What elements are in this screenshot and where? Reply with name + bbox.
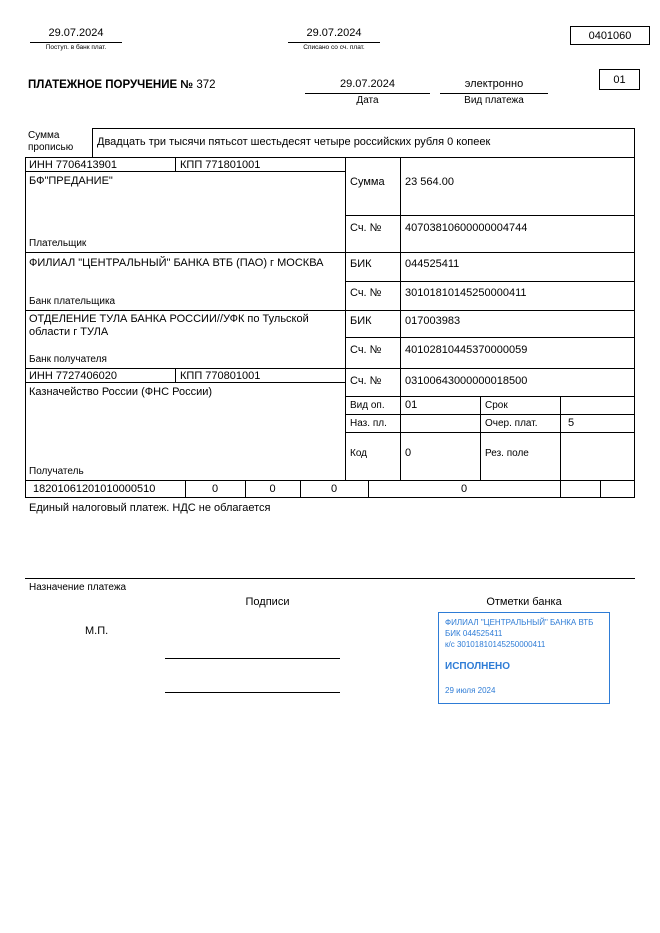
payer-inn: ИНН 7706413901 (29, 159, 118, 171)
purpose-underline (25, 578, 635, 579)
payee-kpp: КПП 770801001 (180, 370, 261, 382)
table-line (25, 157, 26, 497)
code-label: Код (350, 448, 368, 459)
table-line (92, 128, 93, 157)
purpose-text: Единый налоговый платеж. НДС не облагается (29, 502, 271, 514)
tax-field-period: 0 (330, 483, 338, 495)
payer-bank-name: ФИЛИАЛ "ЦЕНТРАЛЬНЫЙ" БАНКА ВТБ (ПАО) г МОСКВА (29, 257, 324, 269)
payee-inn: ИНН 7727406020 (29, 370, 118, 382)
bank-stamp-corr-account: к/с 30101810145250000411 (445, 640, 546, 650)
table-line (25, 480, 635, 481)
tax-field-basis: 0 (269, 483, 276, 495)
tax-field-kbk: 18201061201010000510 (33, 483, 156, 495)
bank-stamp-bik: БИК 044525411 (445, 629, 503, 639)
amount-words: Двадцать три тысячи пятьсот шестьдесят четыре российских рубля 0 копеек (97, 136, 491, 148)
table-line (25, 497, 635, 498)
priority-value: 5 (568, 417, 575, 429)
doc-number: 372 (196, 79, 216, 91)
table-line (25, 368, 635, 369)
payee-bank-caption: Банк получателя (29, 354, 107, 365)
payer-bank-bik-label: БИК (350, 258, 372, 270)
doc-title (28, 79, 216, 93)
payee-account: 03100643000000018500 (405, 375, 528, 387)
signature-line (165, 692, 340, 693)
payment-kind-caption: Вид платежа (464, 95, 524, 106)
payee-bank-bik-label: БИК (350, 315, 372, 327)
priority-label: Очер. плат. (485, 418, 538, 429)
bank-stamp-status: ИСПОЛНЕНО (445, 660, 511, 672)
bank-stamp-date: 29 июля 2024 (445, 685, 496, 695)
payee-bank-name: ОТДЕЛЕНИЕ ТУЛА БАНКА РОССИИ//УФК по Тульской области г ТУЛА (29, 313, 309, 339)
table-line (345, 414, 635, 415)
status-code-box (599, 69, 640, 90)
bank-marks-label: Отметки банка (486, 596, 562, 608)
purpose-caption: Назначение платежа (29, 582, 127, 593)
payer-bank-account-label: Сч. № (350, 287, 382, 299)
mp-label: М.П. (85, 625, 109, 637)
reserve-label: Рез. поле (485, 448, 529, 459)
payment-kind: электронно (464, 78, 524, 90)
table-line (480, 396, 481, 480)
payer-caption: Плательщик (29, 238, 87, 249)
table-line (345, 337, 635, 338)
received-date-underline (30, 42, 122, 43)
bank-stamp-bank-name: ФИЛИАЛ "ЦЕНТРАЛЬНЫЙ" БАНКА ВТБ (445, 618, 594, 627)
table-line (345, 432, 635, 433)
bank-stamp (438, 612, 610, 704)
table-line (400, 157, 401, 480)
payer-bank-bik: 044525411 (405, 258, 460, 270)
form-code-box (570, 26, 650, 45)
payer-bank-caption: Банк плательщика (29, 296, 116, 307)
doc-title-label: ПЛАТЕЖНОЕ ПОРУЧЕНИЕ № (28, 79, 194, 91)
amount-words-label: Сумма прописью (28, 130, 74, 153)
table-line (345, 215, 635, 216)
doc-date: 29.07.2024 (339, 78, 396, 90)
debited-date-underline (288, 42, 380, 43)
received-date-caption: Поступ. в банк плат. (45, 44, 107, 51)
table-line (560, 480, 561, 497)
signature-line (165, 658, 340, 659)
payer-name: БФ"ПРЕДАНИЕ" (29, 175, 113, 187)
doc-date-underline (305, 93, 430, 94)
amount-label: Сумма (350, 176, 385, 188)
doc-date-caption: Дата (356, 95, 379, 106)
signatures-label: Подписи (245, 596, 290, 608)
debited-date-caption: Списано со сч. плат. (303, 44, 365, 51)
op-type-value: 01 (405, 399, 418, 411)
table-line (25, 310, 635, 311)
tax-field-oktmo: 0 (211, 483, 219, 495)
payee-caption: Получатель (29, 466, 84, 477)
payee-bank-account-label: Сч. № (350, 344, 382, 356)
status-code: 01 (613, 73, 626, 86)
table-line (634, 128, 635, 497)
table-line (345, 281, 635, 282)
payer-kpp: КПП 771801001 (180, 159, 261, 171)
table-line (175, 157, 176, 171)
table-line (25, 157, 635, 158)
table-line (92, 128, 635, 129)
payer-account-label: Сч. № (350, 222, 382, 234)
payee-account-label: Сч. № (350, 375, 382, 387)
debited-date: 29.07.2024 (306, 27, 362, 39)
table-line (25, 252, 635, 253)
payee-name: Казначейство России (ФНС России) (29, 386, 213, 398)
payee-bank-bik: 017003983 (405, 315, 461, 327)
table-line (600, 480, 601, 497)
form-code: 0401060 (588, 29, 632, 42)
received-date: 29.07.2024 (48, 27, 104, 39)
payer-bank-account: 30101810145250000411 (405, 287, 527, 299)
purpose-code-label: Наз. пл. (350, 418, 387, 429)
payment-kind-underline (440, 93, 548, 94)
table-line (345, 157, 346, 480)
term-label: Срок (485, 400, 508, 411)
payee-bank-account: 40102810445370000059 (405, 344, 528, 356)
table-line (560, 396, 561, 480)
tax-field-number: 0 (460, 483, 468, 495)
payer-account: 40703810600000004744 (405, 222, 528, 234)
op-type-label: Вид оп. (350, 400, 385, 411)
code-value: 0 (405, 447, 412, 459)
table-line (175, 368, 176, 382)
table-line (345, 396, 635, 397)
amount-value: 23 564.00 (405, 176, 454, 188)
